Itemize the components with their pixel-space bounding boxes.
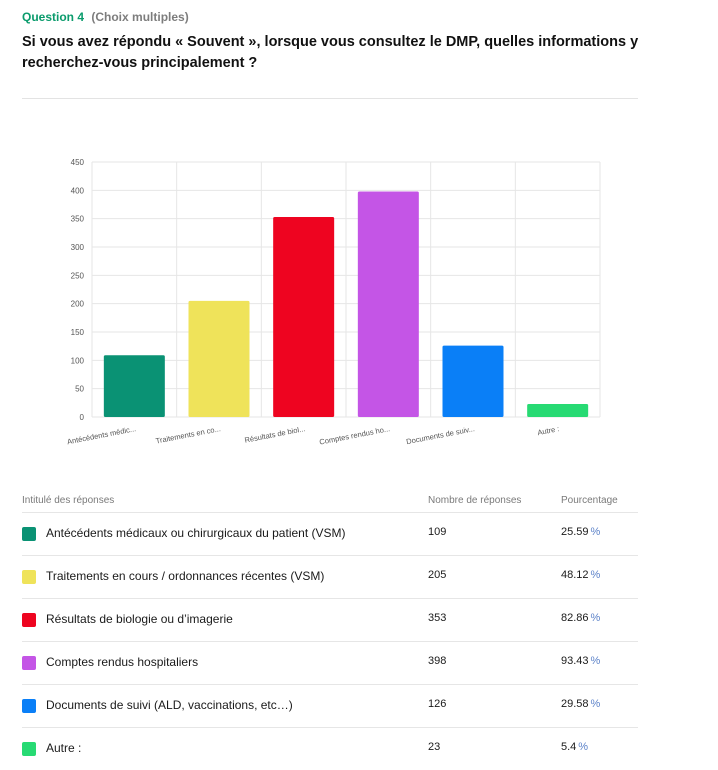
percent-symbol: % [590,526,601,538]
bar [104,355,165,417]
bar [189,301,250,417]
percent-symbol: % [590,698,601,710]
row-percent-value: 93.43 [561,655,589,667]
row-count: 126 [428,698,447,710]
table-row [22,642,638,685]
color-swatch [22,527,36,541]
y-tick-label: 300 [70,243,84,252]
y-tick-label: 0 [79,413,84,422]
divider [22,98,638,99]
row-percent [561,655,600,667]
table-row [22,556,638,599]
color-swatch [22,613,36,627]
row-percent-value: 48.12 [561,569,589,581]
row-label: Traitements en cours / ordonnances récentes (VSM) [46,569,325,583]
row-percent [561,698,600,710]
color-swatch [22,656,36,670]
header-count: Nombre de réponses [428,495,522,506]
row-percent [561,612,600,624]
x-tick-label: Résultats de biol... [243,424,307,445]
header-label: Intitulé des réponses [22,495,115,506]
x-tick-label: Comptes rendus ho... [318,424,391,447]
x-tick-label: Documents de suiv... [405,424,476,447]
row-percent-value: 82.86 [561,612,589,624]
table-row [22,513,638,556]
x-tick-label: Autre : [536,424,561,438]
row-count: 23 [428,741,441,753]
row-label: Documents de suivi (ALD, vaccinations, etc…) [46,698,293,712]
y-tick-label: 100 [70,356,84,366]
color-swatch [22,742,36,756]
question-number: Question 4 [22,10,85,24]
row-count: 205 [428,569,447,581]
y-tick-label: 200 [70,299,84,309]
x-tick-label: Antécédents médic... [66,424,137,447]
percent-symbol: % [590,612,601,624]
row-label: Comptes rendus hospitaliers [46,655,199,669]
percent-symbol: % [578,741,589,753]
row-percent-value: 5.4 [561,741,577,753]
y-tick-label: 400 [70,186,84,196]
table-row [22,685,638,728]
y-tick-label: 50 [75,384,84,394]
table-row [22,599,638,642]
bar [273,217,334,417]
percent-symbol: % [590,655,601,667]
row-percent [561,569,600,581]
header-percent: Pourcentage [561,495,618,506]
row-percent-value: 29.58 [561,698,589,710]
x-tick-label: Traitements en co... [154,424,222,446]
row-label: Résultats de biologie ou d’imagerie [46,612,233,626]
table-header [22,490,638,513]
row-count: 398 [428,655,447,667]
row-percent [561,526,600,538]
bar [358,191,419,417]
row-percent [561,741,588,753]
bar [443,346,504,417]
y-tick-label: 250 [70,271,84,281]
row-label: Antécédents médicaux ou chirurgicaux du patient (VSM) [46,526,346,540]
y-tick-label: 350 [70,214,84,224]
y-tick-label: 450 [70,158,84,167]
y-tick-label: 150 [70,328,84,337]
color-swatch [22,570,36,584]
percent-symbol: % [590,569,601,581]
row-count: 109 [428,526,447,538]
table-body [22,513,638,770]
results-table [22,490,638,770]
question-header [22,10,189,24]
color-swatch [22,699,36,713]
question-title: Si vous avez répondu « Souvent », lorsque vous consultez le DMP, quelles informations y recherchez-vous principalement ? [22,34,639,71]
question-type: (Choix multiples) [91,10,189,24]
row-percent-value: 25.59 [561,526,589,538]
bar-chart [0,150,718,460]
bar [527,404,588,417]
row-count: 353 [428,612,447,624]
row-label: Autre : [46,741,82,755]
